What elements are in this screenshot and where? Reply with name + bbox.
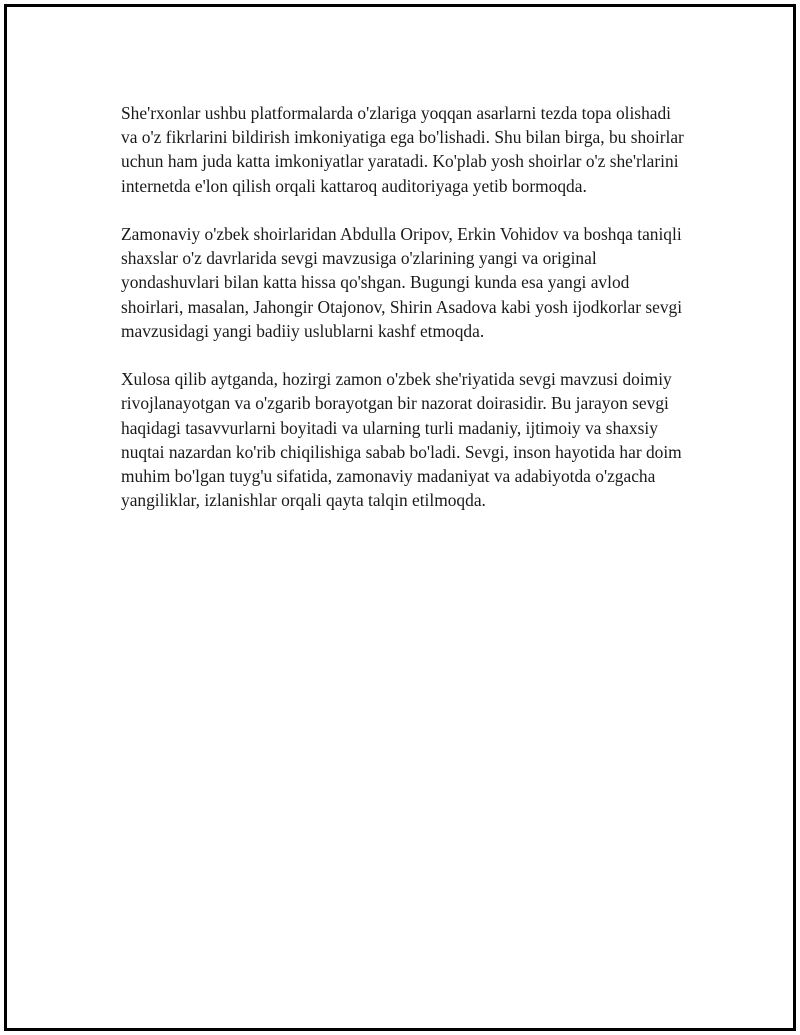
document-page [4,4,796,1031]
paragraph-2: Zamonaviy o'zbek shoirlaridan Abdulla Oripov, Erkin Vohidov va boshqa taniqli shaxslar o'z davrlarida sevgi mavzusiga o'zlarining yangi va original yondashuvlari bilan katta hissa qo'shgan. Bugungi kunda esa yangi avlod shoirlari, masalan, Jahongir Otajonov, Shirin Asadova kabi yosh ijodkorlar sevgi mavzusidagi yangi badiiy uslublarni kashf etmoqda. [121,224,683,341]
paragraph-3: Xulosa qilib aytganda, hozirgi zamon o'zbek she'riyatida sevgi mavzusi doimiy rivojlanayotgan va o'zgarib borayotgan bir nazorat doirasidir. Bu jarayon sevgi haqidagi tasavvurlarni boyitadi va ularning turli madaniy, ijtimoiy va shaxsiy nuqtai nazardan ko'rib chiqilishiga sabab bo'ladi. Sevgi, inson hayotida har doim muhim bo'lgan tuyg'u sifatida, zamonaviy madaniyat va adabiyotda o'zgacha yangiliklar, izlanishlar orqali qayta talqin etilmoqda. [121,369,682,511]
document-body [121,101,691,537]
paragraph-1: She'rxonlar ushbu platformalarda o'zlariga yoqqan asarlarni tezda topa olishadi va o'z fikrlarini bildirish imkoniyatiga ega bo'lishadi. Shu bilan birga, bu shoirlar uchun ham juda katta imkoniyatlar yaratadi. Ko'plab yosh shoirlar o'z she'rlarini internetda e'lon qilish orqali kattaroq auditoriyaga yetib bormoqda. [121,103,684,196]
